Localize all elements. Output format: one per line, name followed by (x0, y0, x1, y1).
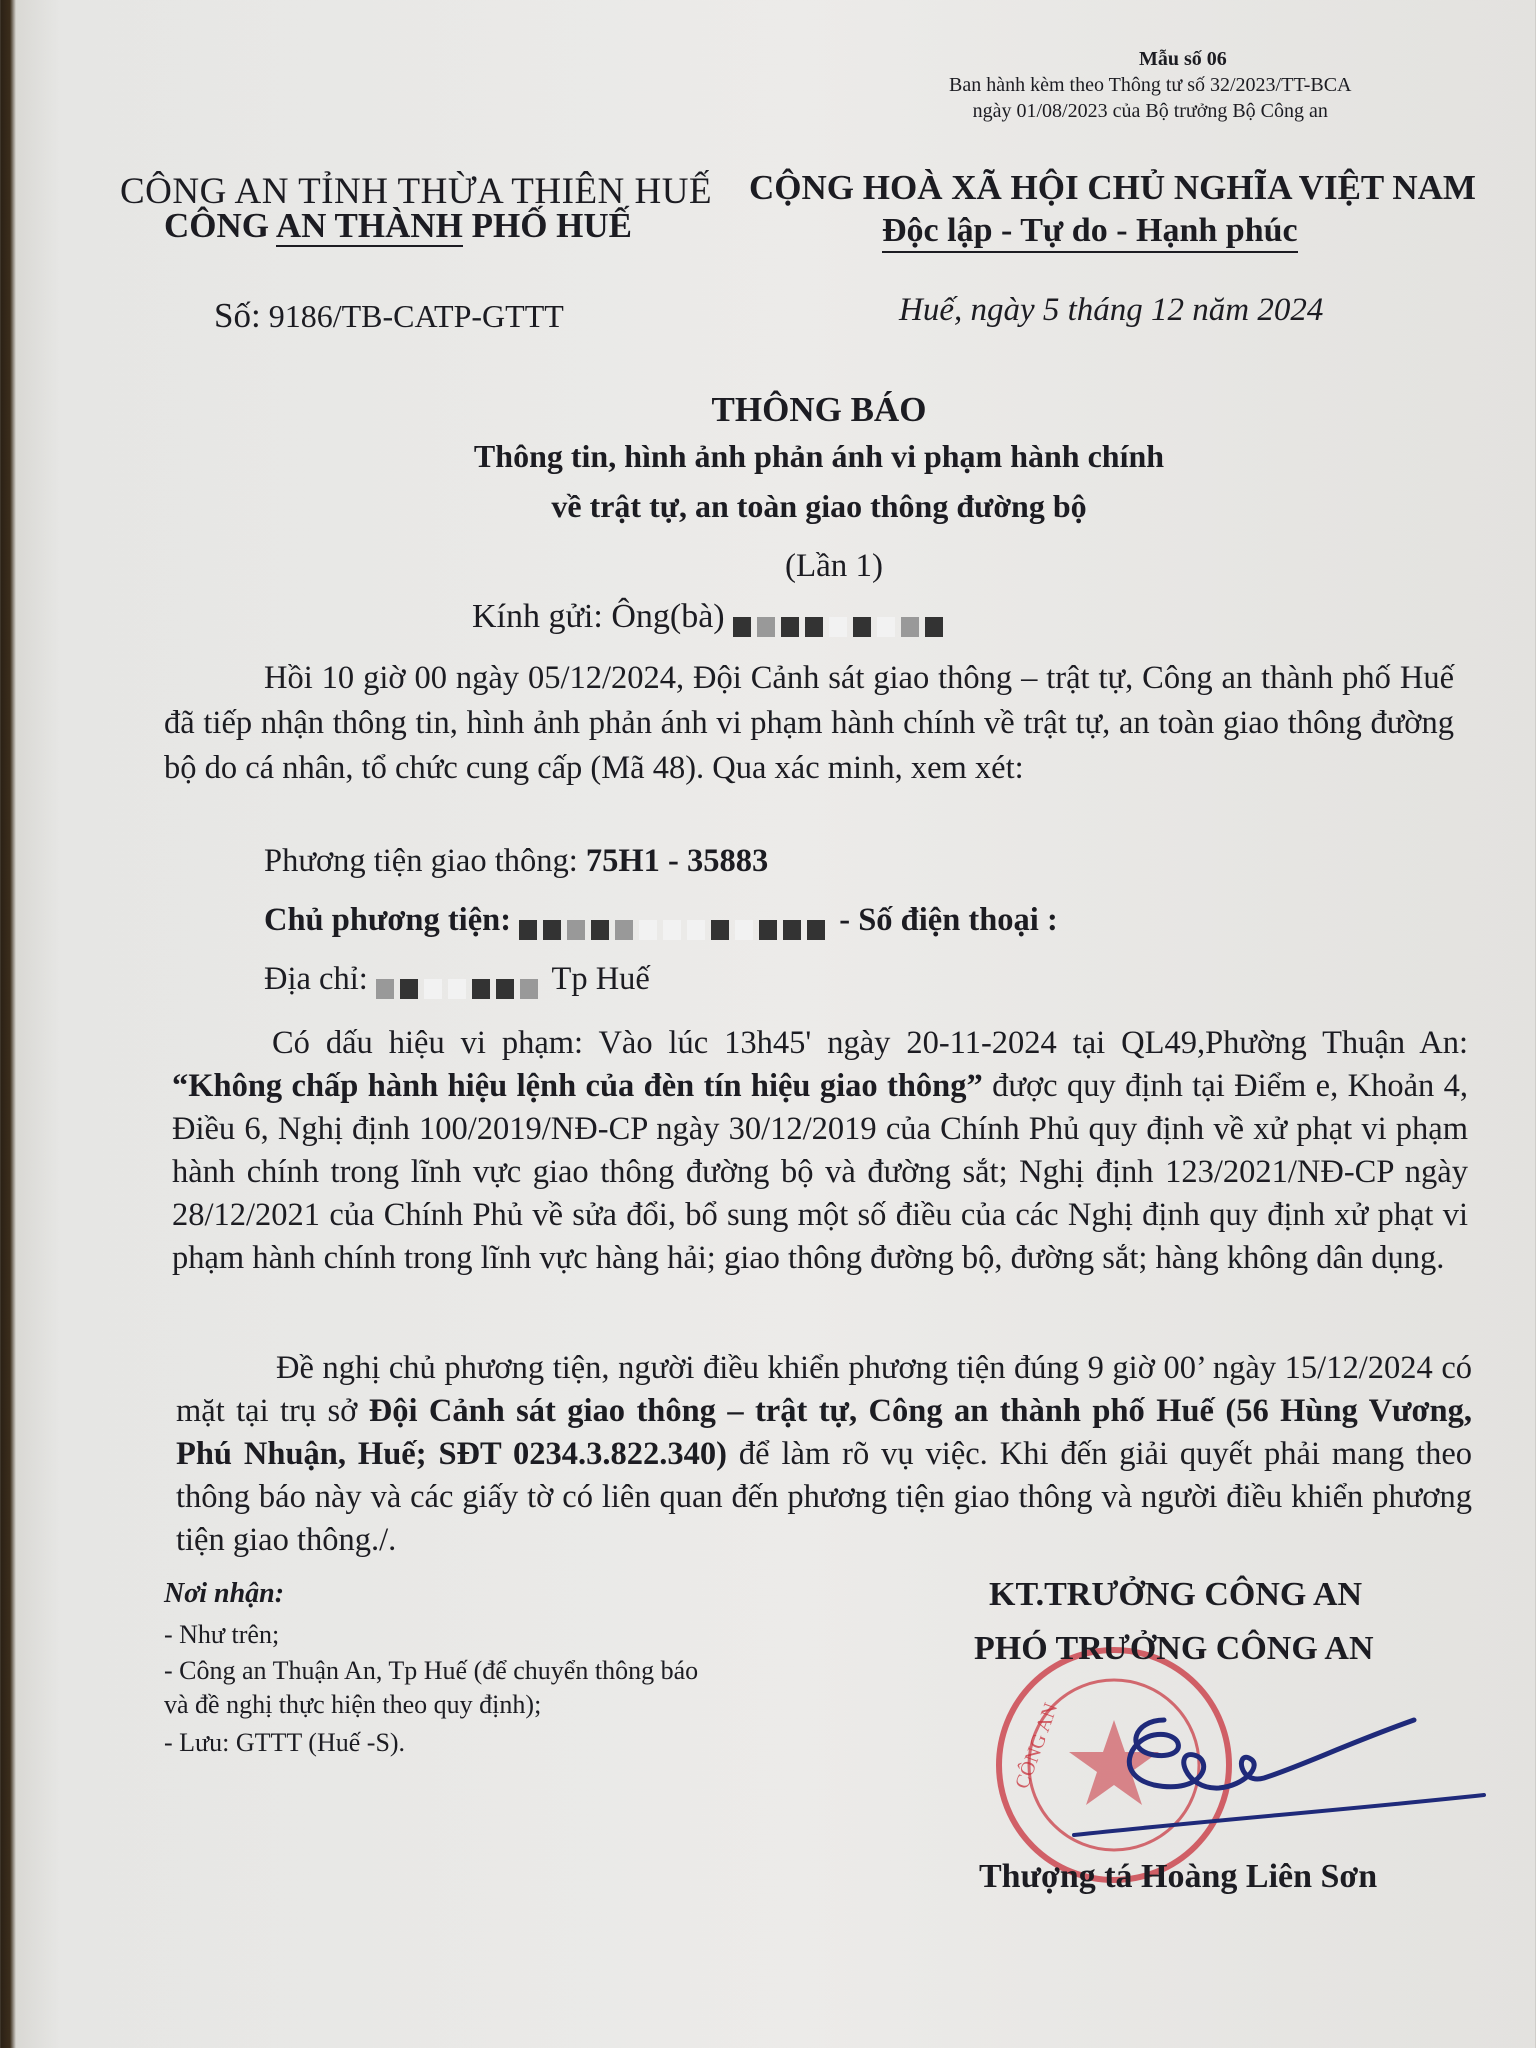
violation-name: “Không chấp hành hiệu lệnh của đèn tín hiệu giao thông” (172, 1068, 983, 1104)
nation-name: CỘNG HOÀ XÃ HỘI CHỦ NGHĨA VIỆT NAM (749, 168, 1476, 207)
org-parent: CÔNG AN TỈNH THỪA THIÊN HUẾ (120, 171, 713, 212)
document-number (214, 296, 564, 336)
title-line2: về trật tự, an toàn giao thông đường bộ (551, 488, 1087, 524)
recipient-item-2: - Công an Thuận An, Tp Huế (để chuyển thông báo (164, 1656, 699, 1685)
recipient-item-1: - Như trên; (164, 1620, 280, 1649)
vehicle-line (264, 843, 768, 880)
request-intro: Đề nghị chủ phương tiện, người điều khiển phương tiện đúng 9 giờ 00’ ngày 15/12/2024 có mặt tại trụ sở (176, 1350, 1472, 1429)
paragraph-intro: Hồi 10 giờ 00 ngày 05/12/2024, Đội Cảnh sát giao thông – trật tự, Công an thành phố Huế đã tiếp nhận thông tin, hình ảnh phản ánh vi phạm hành chính về trật tự, an toàn giao thông đường bộ do cá nhân, tổ chức cung cấp (Mã 48). Qua xác minh, xem xét: (164, 660, 1454, 786)
issued-note-line1: Ban hành kèm theo Thông tư số 32/2023/TT-BCA (949, 74, 1352, 96)
signature-title-1: KT.TRƯỞNG CÔNG AN (989, 1576, 1363, 1613)
document-page (14, 0, 1536, 2048)
violation-legal-basis: được quy định tại Điểm e, Khoản 4, Điều 6, Nghị định 100/2019/NĐ-CP ngày 30/12/2019 của Chính Phủ quy định về xử phạt vi phạm hành chính trong lĩnh vực giao thông đường bộ và đường sắt; Nghị định 123/2021/NĐ-CP ngày 28/12/2021 của Chính Phủ về sửa đổi, bổ sung một số điều của các Nghị định quy định xử phạt vi phạm hành chính trong lĩnh vực hàng hải; giao thông đường bộ, đường sắt; hàng không dân dụng. (172, 1068, 1468, 1276)
redacted-address (376, 971, 544, 993)
address-suffix: Tp Huế (551, 961, 650, 997)
org-name (164, 206, 632, 246)
org-name-pre: CÔNG (164, 206, 276, 245)
address-line (264, 961, 650, 998)
recipient-item-3: - Lưu: GTTT (Huế -S). (164, 1728, 406, 1757)
owner-line (264, 902, 1058, 939)
paragraph-request (176, 1347, 1472, 1562)
recipients-heading: Nơi nhận: (164, 1578, 285, 1609)
redacted-name (733, 608, 949, 630)
attempt-number: (Lần 1) (784, 548, 884, 584)
redacted-owner (519, 912, 831, 934)
document-title: THÔNG BÁO (711, 390, 927, 429)
nation-motto (882, 212, 1298, 250)
recipient-line (472, 598, 949, 636)
form-number: Mẫu số 06 (1139, 48, 1227, 70)
vehicle-plate: 75H1 - 35883 (585, 843, 769, 879)
title-line1: Thông tin, hình ảnh phản ánh vi phạm hành chính (473, 438, 1165, 474)
owner-label: Chủ phương tiện: (264, 902, 520, 938)
place-date: Huế, ngày 5 tháng 12 năm 2024 (899, 292, 1324, 328)
motto-text: Độc lập - Tự do - Hạnh phúc (882, 212, 1298, 253)
doc-no-label: Số: (214, 296, 261, 335)
address-label: Địa chỉ: (264, 961, 368, 997)
issued-note (949, 72, 1352, 124)
phone-label: - Số điện thoại : (839, 902, 1058, 938)
vehicle-label: Phương tiện giao thông: (264, 843, 586, 879)
request-office: Đội Cảnh sát giao thông – trật tự, Công an thành phố Huế (56 Hùng Vương, Phú Nhuận, Huế; SĐT 0234.3.822.340) (176, 1393, 1473, 1472)
signer-name: Thượng tá Hoàng Liên Sơn (979, 1858, 1378, 1895)
stamp-text: CÔNG AN (1011, 1700, 1063, 1792)
recipient-label: Kính gửi: Ông(bà) (472, 598, 725, 635)
request-instructions: để làm rõ vụ việc. Khi đến giải quyết phải mang theo thông báo này và các giấy tờ có liên quan đến phương tiện giao thông và người điều khiển phương tiện giao thông./. (176, 1436, 1472, 1558)
issued-note-line2: ngày 01/08/2023 của Bộ trưởng Bộ Công an (972, 100, 1328, 122)
violation-intro: Có dấu hiệu vi phạm: Vào lúc 13h45' ngày 20-11-2024 tại QL49,Phường Thuận An: (272, 1025, 1468, 1061)
recipient-item-2-cont: và đề nghị thực hiện theo quy định); (164, 1690, 542, 1719)
org-name-post: PHỐ HUẾ (462, 206, 633, 245)
doc-no-value: 9186/TB-CATP-GTTT (268, 298, 564, 334)
handwritten-signature (1014, 1660, 1494, 1840)
signature-title-2: PHÓ TRƯỞNG CÔNG AN (974, 1630, 1374, 1667)
org-name-underlined: AN THÀNH (275, 206, 463, 245)
paragraph-violation (172, 1022, 1468, 1280)
